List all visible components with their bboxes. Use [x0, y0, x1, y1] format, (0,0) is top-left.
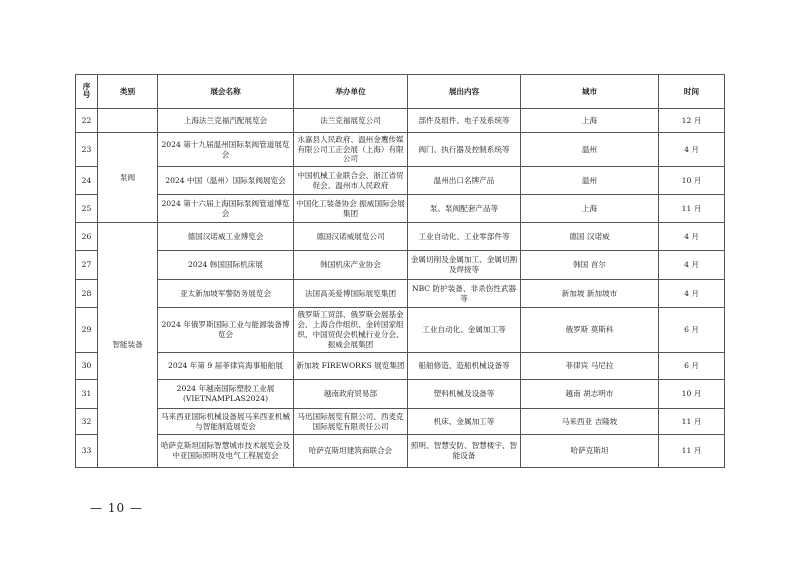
cell-time: 11 月 [659, 409, 725, 435]
cell-city: 德国 汉诺威 [521, 223, 659, 251]
cell-name: 上海法兰克福汽配展览会 [158, 109, 294, 133]
header-no [76, 75, 98, 109]
category-cell: 智能装备 [98, 223, 158, 468]
table-row [76, 380, 725, 409]
header-city: 城市 [521, 75, 659, 109]
cell-content: NBC 防护装备、非杀伤性武器等 [408, 280, 521, 308]
cell-no: 30 [76, 353, 98, 380]
table-row [76, 435, 725, 468]
cell-content: 金属切削及金属加工、金属切割及焊接等 [408, 251, 521, 280]
cell-content: 照明、智慧安防、智慧楼宇、智能设备 [408, 435, 521, 468]
cell-content: 机床、金属加工等 [408, 409, 521, 435]
cell-content: 泵、泵阀配套产品等 [408, 195, 521, 223]
cell-time: 4 月 [659, 280, 725, 308]
cell-city: 上海 [521, 195, 659, 223]
header-category: 类别 [98, 75, 158, 109]
cell-time: 10 月 [659, 167, 725, 195]
header-exhibition-name: 展会名称 [158, 75, 294, 109]
cell-content: 部件及组件、电子及系统等 [408, 109, 521, 133]
cell-time: 4 月 [659, 251, 725, 280]
table-row [76, 280, 725, 308]
category-cell: 泵阀 [98, 133, 158, 223]
page-number: — 10 — [90, 501, 143, 515]
table-row [76, 109, 725, 133]
cell-org: 韩国机床产业协会 [294, 251, 408, 280]
table-row [76, 133, 725, 167]
cell-no: 23 [76, 133, 98, 167]
cell-time: 6 月 [659, 353, 725, 380]
cell-name: 哈萨克斯坦国际智慧城市技术展览会及中亚国际照明及电气工程展览会 [158, 435, 294, 468]
cell-org: 新加坡 FIREWORKS 展览集团 [294, 353, 408, 380]
cell-content: 工业自动化、金属加工等 [408, 308, 521, 353]
cell-name: 德国汉诺威工业博览会 [158, 223, 294, 251]
cell-name: 2024 年第 9 届菲律宾海事船舶展 [158, 353, 294, 380]
cell-city: 温州 [521, 167, 659, 195]
table-row [76, 223, 725, 251]
cell-time: 6 月 [659, 308, 725, 353]
cell-time: 10 月 [659, 380, 725, 409]
cell-no: 29 [76, 308, 98, 353]
cell-no: 28 [76, 280, 98, 308]
cell-time: 11 月 [659, 435, 725, 468]
cell-no: 32 [76, 409, 98, 435]
cell-name: 2024 年俄罗斯国际工业与能源装备博览会 [158, 308, 294, 353]
cell-org: 德国汉诺威展览公司 [294, 223, 408, 251]
cell-time: 4 月 [659, 223, 725, 251]
header-no-label: 序号 [82, 81, 91, 100]
cell-no: 33 [76, 435, 98, 468]
cell-name: 2024 中国（温州）国际泵阀展览会 [158, 167, 294, 195]
cell-time: 11 月 [659, 195, 725, 223]
cell-org: 俄罗斯工贸部、俄罗斯会展基金会、上海合作组织、金砖国家组织、中国贸促会机械行业分会、振威会展集团 [294, 308, 408, 353]
cell-city: 俄罗斯 莫斯科 [521, 308, 659, 353]
cell-city: 新加坡 新加坡市 [521, 280, 659, 308]
cell-no: 26 [76, 223, 98, 251]
cell-no: 24 [76, 167, 98, 195]
cell-city: 越南 胡志明市 [521, 380, 659, 409]
cell-name: 2024 韩国国际机床展 [158, 251, 294, 280]
cell-city: 韩国 首尔 [521, 251, 659, 280]
cell-org: 永嘉县人民政府、温州金鹰传媒有限公司工正会展（上海）有限公司 [294, 133, 408, 167]
cell-name: 亚太新加坡军警防务展览会 [158, 280, 294, 308]
cell-no: 27 [76, 251, 98, 280]
table-row [76, 409, 725, 435]
cell-city: 马来西亚 吉隆坡 [521, 409, 659, 435]
cell-content: 温州出口名牌产品 [408, 167, 521, 195]
cell-name: 马来西亚国际机械设备展马来西亚机械与智能制造展览会 [158, 409, 294, 435]
cell-org: 哈萨克斯坦建筑商联合会 [294, 435, 408, 468]
cell-org: 法国高美爱博国际展览集团 [294, 280, 408, 308]
cell-city: 上海 [521, 109, 659, 133]
header-row [76, 75, 725, 109]
cell-city: 菲律宾 马尼拉 [521, 353, 659, 380]
cell-name: 2024 第十六届上海国际泵阀管道博览会 [158, 195, 294, 223]
cell-content: 船舶修造、造船机械设备等 [408, 353, 521, 380]
cell-org: 中国化工装备协会 振威国际会展集团 [294, 195, 408, 223]
header-organizer: 举办单位 [294, 75, 408, 109]
table-row [76, 195, 725, 223]
table-row [76, 353, 725, 380]
cell-no: 31 [76, 380, 98, 409]
cell-city: 温州 [521, 133, 659, 167]
cell-time: 4 月 [659, 133, 725, 167]
cell-content: 工业自动化、工业零部件等 [408, 223, 521, 251]
exhibition-table [75, 74, 725, 468]
cell-no: 22 [76, 109, 98, 133]
cell-org: 马迅国际展览有限公司、西麦克国际展览有限责任公司 [294, 409, 408, 435]
cell-name: 2024 第十九届温州国际泵阀管道展览会 [158, 133, 294, 167]
cell-no: 25 [76, 195, 98, 223]
cell-org: 越南政府贸易部 [294, 380, 408, 409]
cell-city: 哈萨克斯坦 [521, 435, 659, 468]
cell-content: 阀门、执行器及控制系统等 [408, 133, 521, 167]
header-content: 展出内容 [408, 75, 521, 109]
table-row [76, 167, 725, 195]
header-time: 时间 [659, 75, 725, 109]
cell-org: 法兰克福展览公司 [294, 109, 408, 133]
cell-time: 12 月 [659, 109, 725, 133]
cell-org: 中国机械工业联合会、浙江省贸促会、温州市人民政府 [294, 167, 408, 195]
cell-name: 2024 年越南国际塑胶工业展 (VIETNAMPLAS2024) [158, 380, 294, 409]
table-row [76, 251, 725, 280]
cell-content: 塑料机械及设备等 [408, 380, 521, 409]
table-row [76, 308, 725, 353]
category-cell [98, 109, 158, 133]
